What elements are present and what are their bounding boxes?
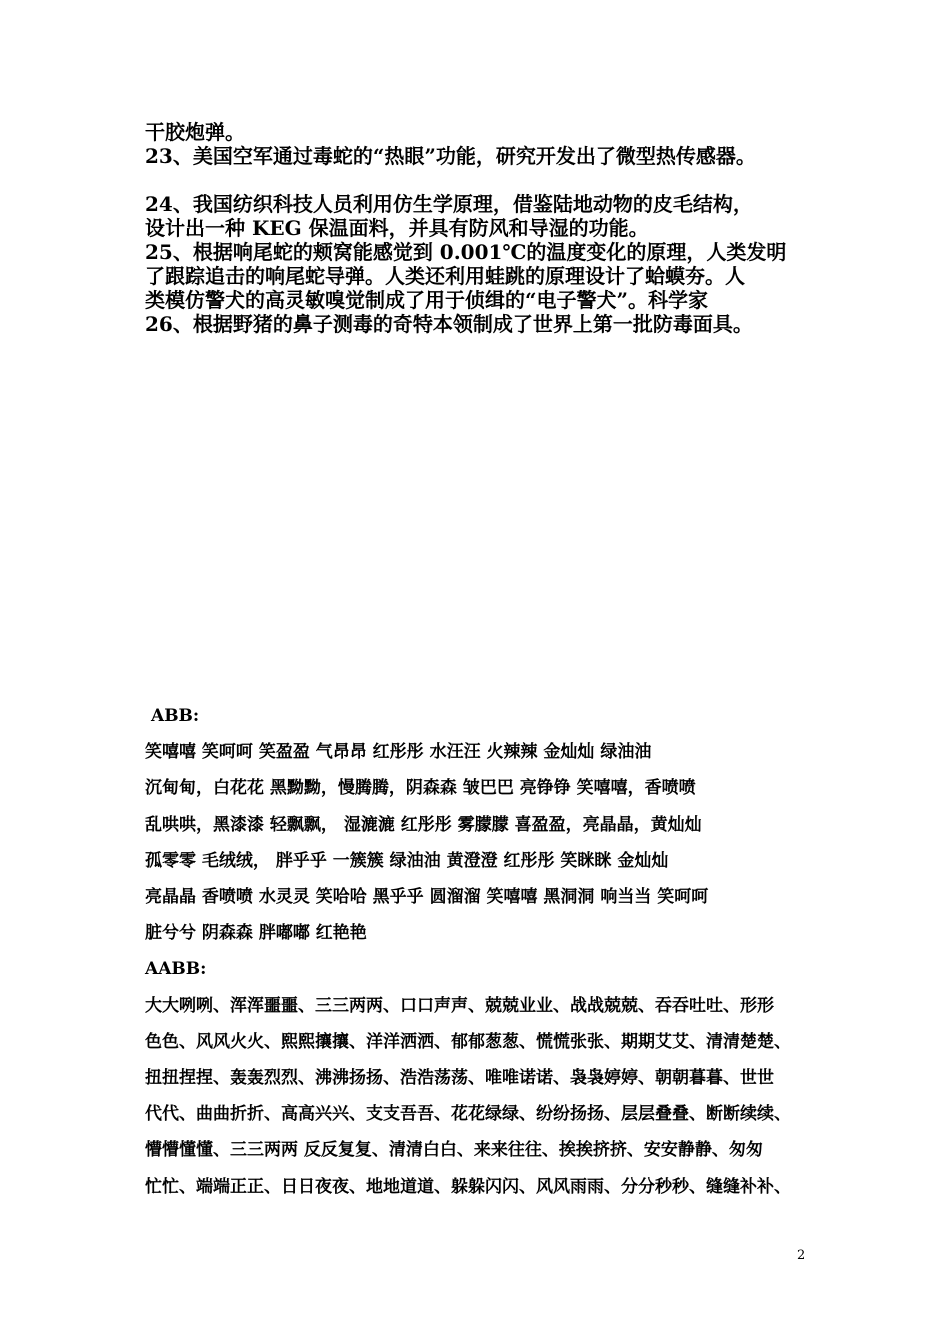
page-number: 2 [797, 1248, 806, 1263]
text-line: 26、根据野猪的鼻子测毒的奇特本领制成了世界上第一批防毒面具。 [145, 312, 753, 336]
aabb-line: 大大咧咧、浑浑噩噩、三三两两、口口声声、兢兢业业、战战兢兢、吞吞吐吐、形形 [145, 995, 774, 1016]
text-line: 了跟踪追击的响尾蛇导弹。人类还利用蛙跳的原理设计了蛤蟆夯。人 [145, 264, 745, 288]
text-line: 类模仿警犬的高灵敏嗅觉制成了用于侦缉的“电子警犬”。科学家 [145, 288, 709, 312]
abb-line: 脏兮兮 阴森森 胖嘟嘟 红艳艳 [145, 923, 367, 944]
abb-heading: ABB: [151, 706, 200, 726]
abb-line: 亮晶晶 香喷喷 水灵灵 笑哈哈 黑乎乎 圆溜溜 笑嘻嘻 黑洞洞 响当当 笑呵呵 [145, 887, 709, 908]
abb-line: 乱哄哄，黑漆漆 轻飘飘， 湿漉漉 红彤彤 雾朦朦 喜盈盈，亮晶晶，黄灿灿 [145, 814, 702, 835]
aabb-line: 色色、风风火火、熙熙攘攘、洋洋洒洒、郁郁葱葱、慌慌张张、期期艾艾、清清楚楚、 [145, 1031, 791, 1052]
abb-line: 孤零零 毛绒绒， 胖乎乎 一簇簇 绿油油 黄澄澄 红彤彤 笑眯眯 金灿灿 [145, 850, 669, 871]
text-line: 设计出一种 KEG 保温面料，并具有防风和导湿的功能。 [145, 216, 649, 240]
text-line: 25、根据响尾蛇的颊窝能感觉到 0.001℃的温度变化的原理，人类发明 [145, 240, 787, 264]
text-line: 23、美国空军通过毒蛇的“热眼”功能，研究开发出了微型热传感器。 [145, 144, 756, 168]
aabb-line: 忙忙、端端正正、日日夜夜、地地道道、躲躲闪闪、风风雨雨、分分秒秒、缝缝补补、 [145, 1176, 791, 1197]
aabb-line: 代代、曲曲折折、高高兴兴、支支吾吾、花花绿绿、纷纷扬扬、层层叠叠、断断续续、 [145, 1104, 791, 1125]
text-line: 干胶炮弹。 [145, 120, 245, 144]
abb-line: 笑嘻嘻 笑呵呵 笑盈盈 气昂昂 红彤彤 水汪汪 火辣辣 金灿灿 绿油油 [145, 742, 652, 763]
word-lists [145, 698, 835, 1205]
bionics-paragraphs [145, 120, 845, 336]
aabb-line: 懵懵懂懂、三三两两 反反复复、清清白白、来来往往、挨挨挤挤、安安静静、匆匆 [145, 1140, 763, 1161]
text-line: 24、我国纺织科技人员利用仿生学原理，借鉴陆地动物的皮毛结构， [145, 192, 753, 216]
aabb-heading: AABB: [145, 959, 207, 980]
abb-line: 沉甸甸，白花花 黑黝黝，慢腾腾，阴森森 皱巴巴 亮铮铮 笑嘻嘻，香喷喷 [145, 778, 696, 799]
aabb-line: 扭扭捏捏、轰轰烈烈、沸沸扬扬、浩浩荡荡、唯唯诺诺、袅袅婷婷、朝朝暮暮、世世 [145, 1068, 774, 1089]
